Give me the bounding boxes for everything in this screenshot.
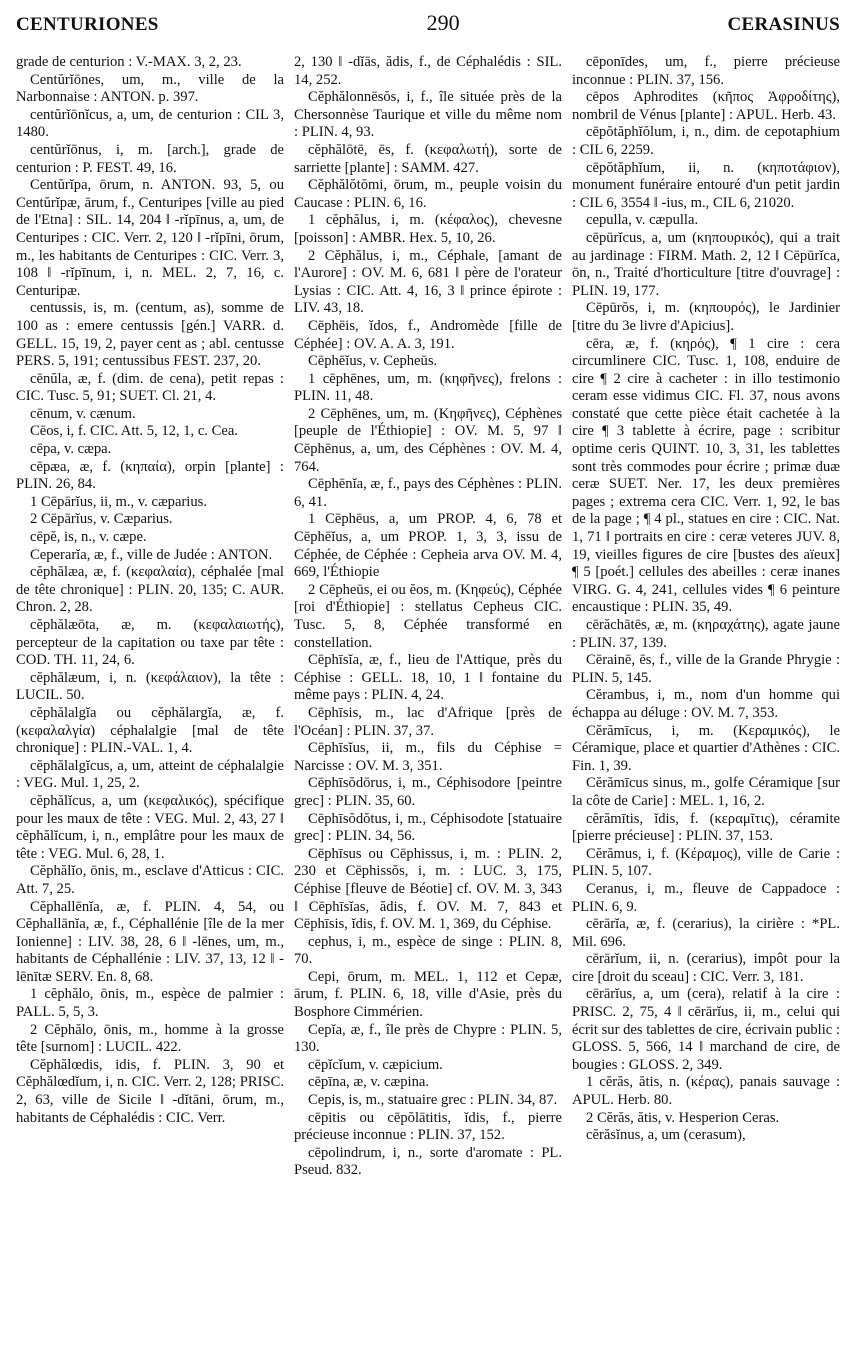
column-3	[572, 54, 840, 1180]
dictionary-entry: cērārĭum, ii, n. (cerarius), impôt pour la cire [droit du sceau] : CIC. Verr. 3, 181.	[572, 951, 840, 985]
dictionary-entry: Cepĭa, æ, f., île près de Chypre : PLIN. 5, 130.	[294, 1021, 562, 1056]
dictionary-entry: Centŭrĭōnes, um, m., ville de la Narbonnaise : ANTON. p. 397.	[16, 71, 284, 106]
dictionary-entry: Cērainē, ēs, f., ville de la Grande Phrygie : PLIN. 5, 145.	[572, 652, 840, 686]
dictionary-entry: Cēphēĭus, v. Cepheūs.	[308, 353, 438, 370]
dictionary-entry: Cĕphălœdis, idis, f. PLIN. 3, 90 et Cĕphălœdĭum, i, n. CIC. Verr. 2, 128; PRISC. 2, 63, ville de Sicile ‖ -dĭtāni, ōrum, m., habitants de Céphalédis : CIC. Verr.	[16, 1056, 284, 1126]
dictionary-entry: Cĕphălĭo, ōnis, m., esclave d'Atticus : CIC. Att. 7, 25.	[16, 863, 284, 897]
dictionary-entry: centŭrĭōnus, i, m. [arch.], grade de centurion : P. FEST. 49, 16.	[16, 141, 284, 176]
dictionary-entry: Cēphīsus ou Cēphissus, i, m. : PLIN. 2, 230 et Cēphissŏs, i, m. : LUC. 3, 175, Céphise [fleuve de Béotie] cf. OV. M. 3, 343 ‖ Cēphīsĭas, ădis, f. OV. M. 7, 843 et Cēphīsis, ĭdis, f. OV. M. 1, 369, du Céphise.	[294, 845, 562, 933]
dictionary-entry: cĕphălæōta, æ, m. (κεφαλαιωτής), percepteur de la capitation ou taxe par tête : COD. TH. 11, 24, 6.	[16, 617, 284, 669]
page-header	[16, 10, 840, 54]
dictionary-entry: cēpĭcĭum, v. cæpicium.	[308, 1056, 443, 1073]
dictionary-entry: cēpīna, æ, v. cæpina.	[308, 1074, 430, 1091]
column-1	[16, 54, 284, 1180]
dictionary-entry: cērārĭa, æ, f. (cerarius), la cirière : *PL. Mil. 696.	[572, 916, 840, 950]
dictionary-entry: Ceperarĭa, æ, f., ville de Judée : ANTON.	[30, 546, 273, 563]
dictionary-entry: Cēphīsŏdōrus, i, m., Céphisodore [peintre grec] : PLIN. 35, 60.	[294, 775, 562, 809]
dictionary-entry: cephus, i, m., espèce de singe : PLIN. 8, 70.	[294, 933, 562, 968]
dictionary-entry: Cēpūrŏs, i, m. (κηπουρός), le Jardinier [titre du 3e livre d'Apicius].	[572, 300, 840, 334]
dictionary-entry: 1 cēphēnes, um, m. (κηφῆνες), frelons : PLIN. 11, 48.	[294, 370, 562, 405]
running-head-left: CENTURIONES	[16, 14, 159, 35]
dictionary-entry: 1 Cēphēus, a, um PROP. 4, 6, 78 et Cēphēĭus, a, um PROP. 1, 3, 3, issu de Céphée, de Céphée : Cepheia arva OV. M. 4, 669, l'Éthiopie	[294, 511, 562, 581]
columns	[16, 54, 840, 1180]
dictionary-entry: grade de centurion : V.-MAX. 3, 2, 23.	[16, 54, 242, 70]
dictionary-entry: 2 Cēphēnes, um, m. (Κηφῆνες), Céphènes [peuple de l'Éthiopie] : OV. M. 5, 97 ‖ Cēphēnus, a, um, des Céphènes : OV. M. 4, 764.	[294, 405, 562, 475]
dictionary-entry: cĕrămītis, ĭdis, f. (κεραμῖτις), céramite [pierre précieuse] : PLIN. 37, 153.	[572, 810, 840, 845]
dictionary-entry: cĕrăsĭnus, a, um (cerasum),	[586, 1127, 746, 1144]
dictionary-entry: Cĕphallēnĭa, æ, f. PLIN. 4, 54, ou Cĕphallānĭa, æ, f., Céphallénie [île de la mer Ionienne] : LIV. 38, 28, 6 ‖ -lēnes, um, m., habitants de Céphallénie : LIV. 37, 13, 12 ‖ -lēnītæ SERV. En. 8, 68.	[16, 898, 284, 985]
dictionary-entry: cēpŏtăphĭum, ii, n. (κηποτάφιον), monument funéraire entouré d'un petit jardin : CIL 6, 3554 ‖ -ius, m., CIL 6, 21020.	[572, 159, 840, 211]
dictionary-entry: Cĕrămīcus, i, m. (Κεραμικός), le Céramique, place et quartier d'Athènes : CIC. Fin. 1, 39.	[572, 722, 840, 774]
dictionary-entry: 2 Cēpheūs, ei ou ĕos, m. (Κηφεύς), Céphée [roi d'Éthiopie] : stellatus Cepheus CIC. Tusc. 5, 8, Céphée transformé en constellation.	[294, 581, 562, 651]
dictionary-entry: Cĕphălonnēsŏs, i, f., île située près de la Chersonnèse Taurique et ville du même nom : PLIN. 4, 93.	[294, 89, 562, 141]
dictionary-entry: centussis, is, m. (centum, as), somme de 100 as : emere centussis [gén.] VARR. d. GELL. 15, 19, 2, payer cent as ; abl. centusse PERS. 5, 191; centussibus FEST. 237, 20.	[16, 300, 284, 370]
dictionary-entry: 1 cĕrăs, ătis, n. (κέρας), panais sauvage : APUL. Herb. 80.	[572, 1074, 840, 1109]
dictionary-entry: 1 Cēpārĭus, ii, m., v. cæparius.	[30, 493, 207, 510]
dictionary-entry: cēpūrĭcus, a, um (κηπουρικός), qui a trait au jardinage : FIRM. Math. 2, 12 ‖ Cēpūrĭca, ōn, n., Traité d'horticulture [titre d'ouvrage] : PLIN. 19, 177.	[572, 229, 840, 299]
dictionary-entry: cēpolindrum, i, n., sorte d'aromate : PL. Pseud. 832.	[294, 1144, 562, 1179]
dictionary-entry: Cēphēnĭa, æ, f., pays des Céphènes : PLIN. 6, 41.	[294, 476, 562, 510]
dictionary-entry: cēponīdes, um, f., pierre précieuse inconnue : PLIN. 37, 156.	[572, 54, 840, 88]
dictionary-entry: Cĕphălŏtŏmi, ōrum, m., peuple voisin du Caucase : PLIN. 6, 16.	[294, 177, 562, 211]
dictionary-entry: 2 Cēpārĭus, v. Cæparius.	[30, 511, 173, 528]
dictionary-entry: Cēphīsŏdŏtus, i, m., Céphisodote [statuaire grec] : PLIN. 34, 56.	[294, 810, 562, 845]
dictionary-entry: cēpŏtăphĭŏlum, i, n., dim. de cepotaphium : CIL 6, 2259.	[572, 124, 840, 158]
dictionary-entry: cĕphălalgĭcus, a, um, atteint de céphalalgie : VEG. Mul. 1, 25, 2.	[16, 757, 284, 792]
dictionary-entry: Centŭrĭpa, ōrum, n. ANTON. 93, 5, ou Centŭrĭpæ, ārum, f., Centuripes [ville au pied de l'Etna] : SIL. 14, 204 ‖ -rĭpīnus, a, um, de Centuripes : CIC. Verr. 2, 120 ‖ -rĭpīni, ōrum, m., les habitants de Centuripes : CIC. Verr. 3, 108 ‖ -rĭpīnum, i, n. MEL. 2, 7, 16, c. Centuripæ.	[16, 177, 284, 299]
dictionary-entry: cĕphălalgĭa ou cĕphălargĭa, æ, f. (κεφαλαλγία) céphalalgie [mal de tête chronique] : PLIN.-VAL. 1, 4.	[16, 704, 284, 757]
dictionary-entry: cērārĭus, a, um (cera), relatif à la cire : PRISC. 2, 75, 4 ‖ cērārĭus, ii, m., celui qui écrit sur des tablettes de cire, écrivain public : GLOSS. 5, 566, 14 ‖ marchand de cire, de bougies : GLOSS. 2, 349.	[572, 986, 840, 1073]
dictionary-entry: 1 cĕphălus, i, m. (κέφαλος), chevesne [poisson] : AMBR. Hex. 5, 10, 26.	[294, 212, 562, 246]
dictionary-entry: cēpos Aphrodites (κῆπος Ἀφροδίτης), nombril de Vénus [plante] : APUL. Herb. 43.	[572, 89, 840, 123]
dictionary-entry: Cĕrambus, i, m., nom d'un homme qui échappa au déluge : OV. M. 7, 353.	[572, 687, 840, 721]
dictionary-entry: cēra, æ, f. (κηρός), ¶ 1 cire : cera circumlinere CIC. Tusc. 1, 108, enduire de cire ¶ 2 cire à cacheter : in illo testimonio ceram esse vidimus CIC. Fl. 37, nous avons constaté que cette pièce était cachetée à la cire ¶ 3 tablette à écrire, page : scribitur optime ceris QUINT. 10, 3, 31, les tablettes sont très commodes pour écrire ; primæ duæ ceræ SUET. Ner. 17, les deux premières pages ; extrema cera CIC. Verr. 1, 92, le bas de la page ; ¶ 4 pl., statues en cire : CIC. Nat. 1, 71 ‖ portraits en cire : ceræ veteres JUV. 8, 19, vieilles figures de cire [bustes des aïeux] ¶ 5 [poét.] cellules des abeilles : ceræ inanes VIRG. G. 4, 241, cellules vides ¶ 6 peinture encaustique : PLIN. 35, 49.	[572, 335, 840, 616]
dictionary-entry: cĕphălæum, i, n. (κεφάλαιον), la tête : LUCIL. 50.	[16, 669, 284, 704]
dictionary-entry: cĕphălōtē, ēs, f. (κεφαλωτή), sorte de sarriette [plante] : SAMM. 427.	[294, 141, 562, 176]
dictionary-entry: 1 cĕphălo, ōnis, m., espèce de palmier : PALL. 5, 5, 3.	[16, 986, 284, 1021]
running-head-right: CERASINUS	[727, 14, 840, 35]
dictionary-entry: Cepis, is, m., statuaire grec : PLIN. 34, 87.	[308, 1092, 558, 1109]
dictionary-entry: Cēos, i, f. CIC. Att. 5, 12, 1, c. Cea.	[30, 423, 238, 440]
dictionary-entry: cēpĕ, is, n., v. cæpe.	[30, 529, 147, 546]
dictionary-entry: 2, 130 ‖ -dĭās, ădis, f., de Céphalédis : SIL. 14, 252.	[294, 54, 562, 88]
dictionary-entry: cĕphălĭcus, a, um (κεφαλικός), spécifique pour les maux de tête : VEG. Mul. 2, 43, 27 ‖ cĕphălĭcum, i, n., emplâtre pour les maux de tête : VEG. Mul. 6, 28, 1.	[16, 792, 284, 862]
dictionary-entry: Cēphēis, ĭdos, f., Andromède [fille de Céphée] : OV. A. A. 3, 191.	[294, 317, 562, 352]
dictionary-entry: Cēphīsis, m., lac d'Afrique [près de l'Océan] : PLIN. 37, 37.	[294, 704, 562, 739]
dictionary-entry: Cĕrămus, i, f. (Κέραμος), ville de Carie : PLIN. 5, 107.	[572, 845, 840, 880]
dictionary-entry: Cepi, ōrum, m. MEL. 1, 112 et Cepæ, ārum, f. PLIN. 6, 18, ville d'Asie, près du Bosphore Cimmérien.	[294, 968, 562, 1021]
dictionary-entry: 2 Cĕphălus, i, m., Céphale, [amant de l'Aurore] : OV. M. 6, 681 ‖ père de l'orateur Lysias : CIC. Att. 4, 16, 3 ‖ prince épirote : LIV. 43, 18.	[294, 247, 562, 317]
dictionary-entry: cēpitis ou cēpŏlātitis, ĭdis, f., pierre précieuse inconnue : PLIN. 37, 152.	[294, 1109, 562, 1144]
column-2	[294, 54, 562, 1180]
dictionary-entry: cēnum, v. cænum.	[30, 405, 136, 422]
dictionary-entry: cēpa, v. cæpa.	[30, 441, 112, 458]
page-number: 290	[426, 10, 460, 35]
dictionary-entry: Cēphīsĭus, ii, m., fils du Céphise = Narcisse : OV. M. 3, 351.	[294, 740, 562, 774]
dictionary-entry: cērăchātēs, æ, m. (κηραχάτης), agate jaune : PLIN. 37, 139.	[572, 617, 840, 651]
dictionary-entry: 2 Cĕrăs, ătis, v. Hesperion Ceras.	[586, 1109, 780, 1126]
dictionary-entry: cĕphălæa, æ, f. (κεφαλαία), céphalée [mal de tête chronique] : PLIN. 20, 135; C. AUR. Chron. 2, 28.	[16, 564, 284, 616]
dictionary-entry: Cĕrămīcus sinus, m., golfe Céramique [sur la côte de Carie] : MEL. 1, 16, 2.	[572, 775, 840, 809]
dictionary-entry: cēpæa, æ, f. (κηπαία), orpin [plante] : PLIN. 26, 84.	[16, 458, 284, 493]
dictionary-entry: Cēphīsĭa, æ, f., lieu de l'Attique, près du Céphise : GELL. 18, 10, 1 ‖ fontaine du même pays : PLIN. 4, 24.	[294, 652, 562, 704]
dictionary-entry: cepulla, v. cæpulla.	[586, 212, 699, 229]
dictionary-entry: Ceranus, i, m., fleuve de Cappadoce : PLIN. 6, 9.	[572, 880, 840, 915]
dictionary-entry: 2 Cĕphălo, ōnis, m., homme à la grosse tête [surnom] : LUCIL. 422.	[16, 1021, 284, 1056]
dictionary-entry: centŭrĭōnĭcus, a, um, de centurion : CIL 3, 1480.	[16, 106, 284, 141]
dictionary-entry: cēnŭla, æ, f. (dim. de cena), petit repas : CIC. Tusc. 5, 91; SUET. Cl. 21, 4.	[16, 370, 284, 405]
